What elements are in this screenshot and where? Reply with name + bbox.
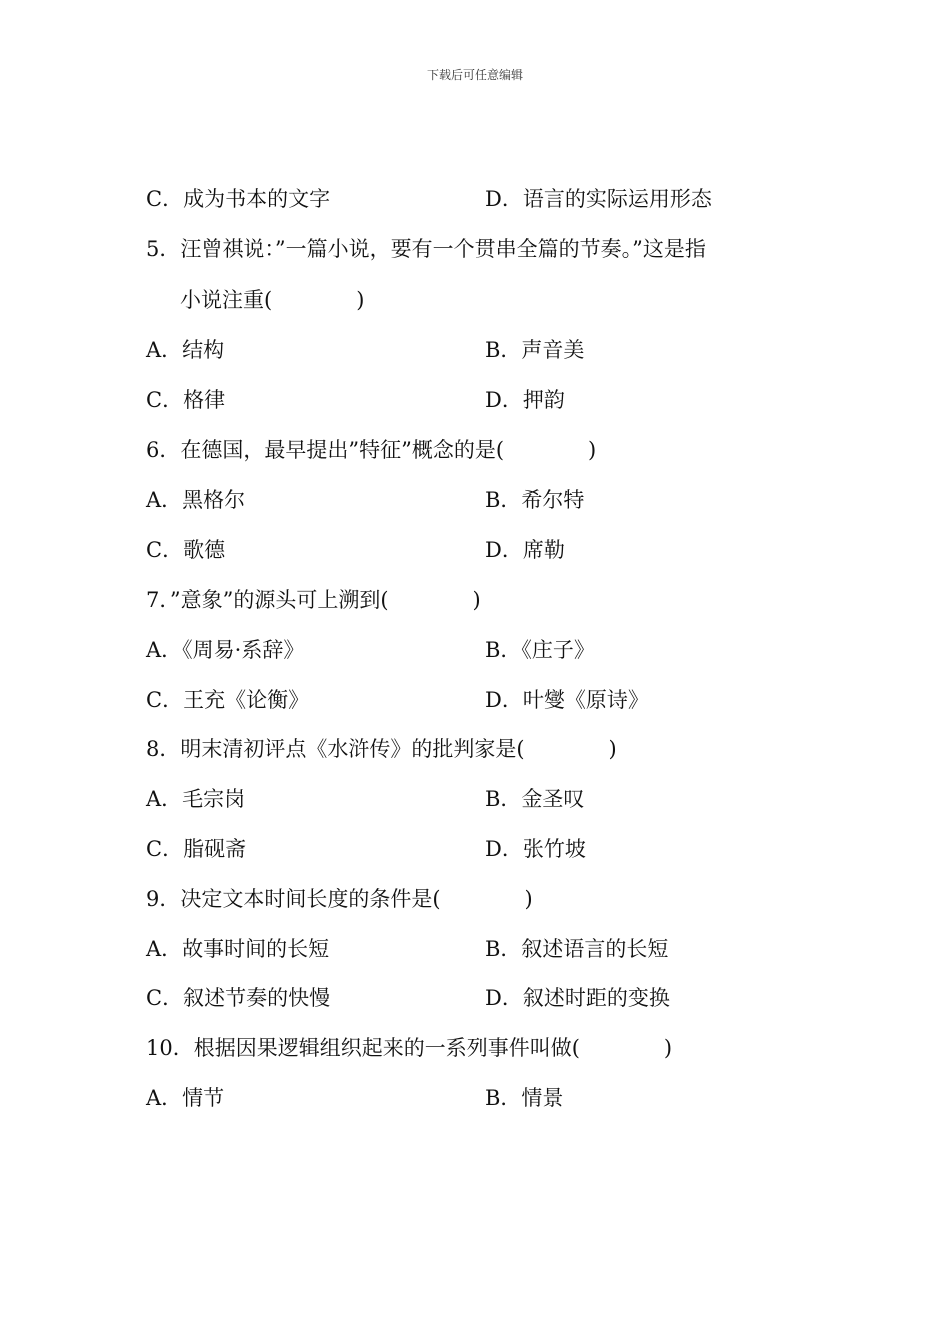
option-d: D．押韵 xyxy=(485,388,565,412)
option-d: D．张竹坡 xyxy=(485,837,586,861)
option-row xyxy=(146,385,565,415)
page-header: 下载后可任意编辑 xyxy=(426,68,523,82)
option-a: A．故事时间的长短 xyxy=(146,937,330,961)
option-row xyxy=(146,834,586,864)
option-a: A．情节 xyxy=(146,1086,225,1110)
option-row xyxy=(146,983,670,1013)
option-row xyxy=(146,535,565,565)
option-c: C．成为书本的文字 xyxy=(146,187,331,211)
option-d: D．席勒 xyxy=(485,538,565,562)
option-row xyxy=(146,685,649,715)
option-b: B．《庄子》 xyxy=(485,638,595,662)
option-row xyxy=(146,635,595,665)
option-a: A．结构 xyxy=(146,338,225,362)
option-row xyxy=(146,335,585,365)
option-b: B．金圣叹 xyxy=(485,787,585,811)
option-c: C．王充《论衡》 xyxy=(146,688,310,712)
option-c: C．歌德 xyxy=(146,538,226,562)
option-b: B．叙述语言的长短 xyxy=(485,937,669,961)
question-5-continued: 小说注重( ) xyxy=(180,288,365,312)
option-d: D．叶燮《原诗》 xyxy=(485,688,649,712)
question-7: 7．”意象”的源头可上溯到( ) xyxy=(146,588,481,612)
question-6: 6．在德国，最早提出”特征”概念的是( ) xyxy=(146,438,597,462)
question-9: 9．决定文本时间长度的条件是( ) xyxy=(146,887,533,911)
option-c: C．脂砚斋 xyxy=(146,837,247,861)
option-row xyxy=(146,934,669,964)
question-8: 8．明末清初评点《水浒传》的批判家是( ) xyxy=(146,737,617,761)
question-10: 10．根据因果逻辑组织起来的一系列事件叫做( ) xyxy=(146,1036,673,1060)
option-row xyxy=(146,1083,564,1113)
option-d: D．叙述时距的变换 xyxy=(485,986,670,1010)
question-5: 5．汪曾祺说：”一篇小说，要有一个贯串全篇的节奏。”这是指 xyxy=(146,237,706,261)
option-b: B．情景 xyxy=(485,1086,564,1110)
option-a: A．毛宗岗 xyxy=(146,787,246,811)
option-a: A．《周易·系辞》 xyxy=(146,638,305,662)
option-d: D．语言的实际运用形态 xyxy=(485,187,712,211)
option-a: A．黑格尔 xyxy=(146,488,246,512)
option-row xyxy=(146,784,585,814)
option-c: C．叙述节奏的快慢 xyxy=(146,986,331,1010)
option-b: B．声音美 xyxy=(485,338,585,362)
option-row xyxy=(146,184,712,214)
option-row xyxy=(146,485,585,515)
option-c: C．格律 xyxy=(146,388,226,412)
option-b: B．希尔特 xyxy=(485,488,585,512)
